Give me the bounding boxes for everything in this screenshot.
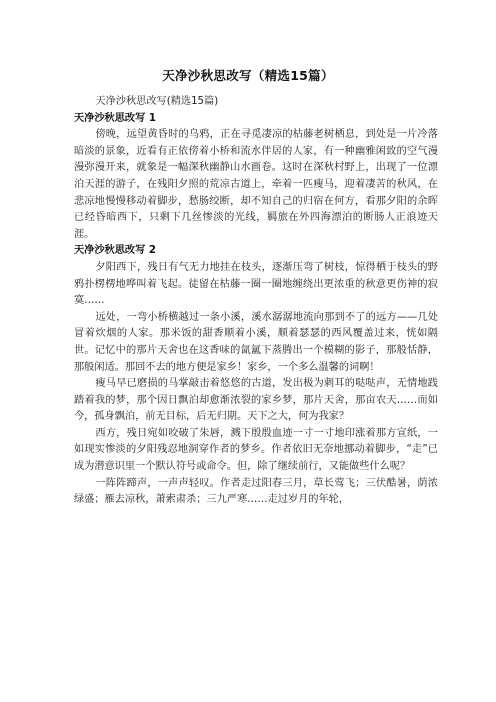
section-heading: 天净沙秋思改写 1 bbox=[74, 112, 156, 124]
paragraph: 一阵阵蹄声，一声声轻叹。作者走过阳春三月，草长莺飞；三伏酷暑，荫浓绿盛；雁去凉秋，萧索肃杀；三九严寒……走过岁月的年轮， bbox=[74, 477, 438, 506]
document-title: 天净沙秋思改写（精选15篇） bbox=[162, 68, 334, 83]
paragraph: 远处，一弯小桥横越过一条小溪，溪水潺潺地流向那到不了的远方——几处冒着炊烟的人家。那米饭的甜香顺着小溪，顺着瑟瑟的西风覆盖过来，恍如隔世。记忆中的那片天舍也在这香味的氤氲下蒸腾出一个模糊的影子，那般恬静，那般闲适。那回不去的地方便是家乡！家乡，一个多么温馨的词啊！ bbox=[74, 311, 438, 373]
section-heading: 天净沙秋思改写 2 bbox=[74, 245, 156, 257]
paragraph: 傍晚，远望黄昏时的乌鸦，正在寻觅凄凉的枯藤老树栖息，到处是一片冷落暗淡的景象，近看有正依傍着小桥和流水伴居的人家，有一种幽雅闲致的空气漫漫弥漫开来，就象是一幅深秋幽静山水画卷。这时在深秋村野上，出现了一位漂泊天涯的游子，在残阳夕照的荒凉古道上，牵着一匹瘦马，迎着凄苦的秋风，在悲凉地慢慢移动着脚步，愁肠绞断，却不知自己的归宿在何方，看那夕阳的余晖已经昏暗西下，只剩下几丝惨淡的光线，羁旅在外四海漂泊的断肠人正浪迹天涯。 bbox=[74, 129, 438, 240]
paragraph: 西方，残日宛如咬破了朱唇，溅下殷殷血迹一寸一寸地印涨着那方宣纸，一如现实惨淡的夕阳残忍地洞穿作者的梦乡。作者依旧无奈地挪动着脚步，“走”已成为潜意识里一个默认符号或命令。但，除了继续前行，又能做些什么呢？ bbox=[74, 427, 438, 473]
paragraph: 夕阳西下，残日有气无力地挂在枝头，逐渐压弯了树枝，惊得栖于枝头的野鸦扑楞楞地哗叫着飞起。徒留在枯藤一圈一圈地缠绕出更浓重的秋意更伤神的寂寞…… bbox=[74, 261, 438, 307]
document-body bbox=[74, 94, 438, 509]
document-subtitle: 天净沙秋思改写(精选15篇) bbox=[95, 96, 219, 107]
paragraph: 瘦马早已磨损的马掌敲击着悠悠的古道，发出极为刺耳的哒哒声，无情地践踏着我的梦，那个因日飘泊却愈渐浓裂的家乡梦，那片天舍，那亩农天……而如今，孤身飘泊，前无目标，后无归期。天下之大，何为我家？ bbox=[74, 378, 438, 423]
